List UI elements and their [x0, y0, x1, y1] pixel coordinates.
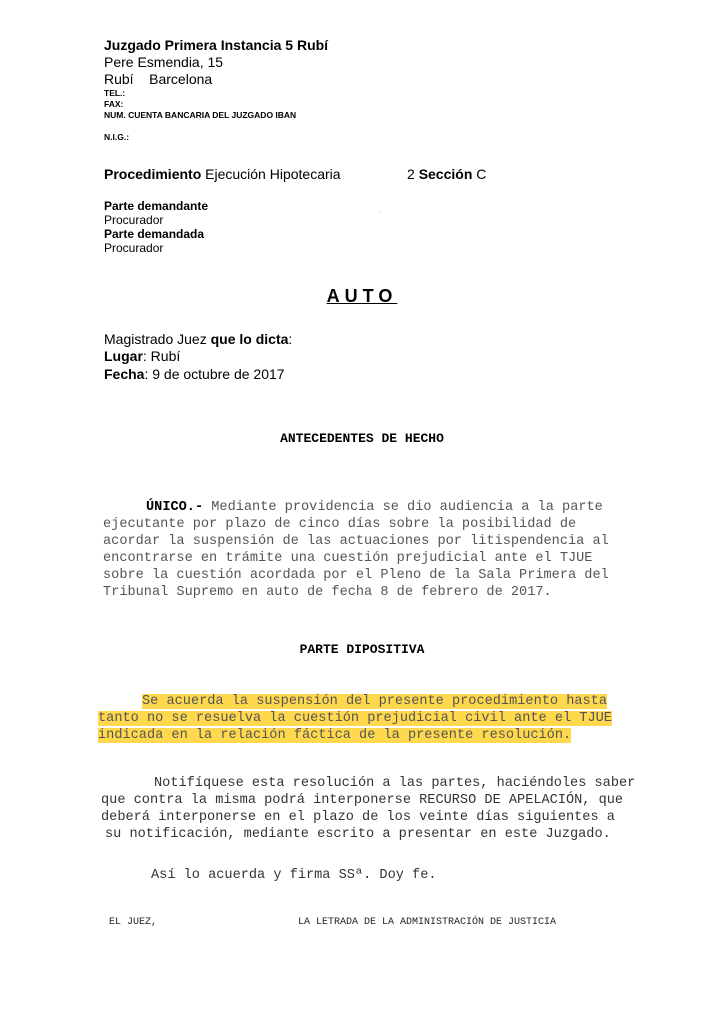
- judge-suffix: :: [288, 331, 293, 347]
- section-label: Sección: [418, 166, 473, 182]
- defendant-label: Parte demandada: [104, 227, 205, 241]
- place-label: Lugar: [104, 348, 143, 364]
- dispositiva-line-2: [98, 710, 612, 727]
- court-name: Juzgado Primera Instancia 5 Rubí: [104, 37, 329, 53]
- antecedentes-line-1: [146, 499, 603, 516]
- highlighted-text: Se acuerda la suspensión del presente procedimiento hasta: [142, 694, 607, 709]
- antecedentes-title: ANTECEDENTES DE HECHO: [280, 431, 444, 446]
- tel-label: TEL.:: [104, 88, 126, 98]
- procedure-label: Procedimiento: [104, 166, 202, 182]
- court-street: Pere Esmendia, 15: [104, 54, 224, 70]
- nig-label: N.I.G.:: [104, 132, 130, 142]
- judge-bold: que lo dicta: [210, 331, 289, 347]
- notificacion-line-2: que contra la misma podrá interponerse RECURSO DE APELACIÓN, que: [101, 793, 624, 808]
- antecedentes-lead: ÚNICO.-: [146, 500, 204, 515]
- procedure-type: Ejecución Hipotecaria: [205, 166, 341, 182]
- judge-prefix: Magistrado Juez: [104, 331, 211, 347]
- antecedentes-line-3: acordar la suspensión de las actuaciones por litispendencia al: [103, 534, 609, 549]
- antecedentes-line-5: sobre la cuestión acordada por el Pleno de la Sala Primera del: [103, 568, 609, 583]
- date-value: : 9 de octubre de 2017: [144, 366, 285, 382]
- notificacion-line-1: Notifíquese esta resolución a las partes, haciéndoles saber: [154, 776, 636, 791]
- judge-line: [104, 331, 292, 347]
- judge-signature-label: EL JUEZ,: [109, 917, 158, 928]
- place-value: : Rubí: [142, 348, 181, 364]
- highlighted-text: indicada en la relación fáctica de la presente resolución.: [98, 728, 572, 743]
- clerk-signature-label: LA LETRADA DE LA ADMINISTRACIÓN DE JUSTICIA: [298, 917, 557, 928]
- fax-label: FAX:: [104, 99, 124, 109]
- document-title: AUTO: [326, 286, 398, 306]
- date-label: Fecha: [104, 366, 145, 382]
- plaintiff-procurador: Procurador: [104, 213, 164, 227]
- plaintiff-label: Parte demandante: [104, 199, 209, 213]
- procedure-line: [104, 166, 341, 182]
- dispositiva-title: PARTE DIPOSITIVA: [299, 642, 425, 657]
- place-line: [104, 348, 180, 364]
- antecedentes-line-1-text: Mediante providencia se dio audiencia a la parte: [203, 500, 603, 515]
- court-city: Rubí: [104, 71, 134, 87]
- antecedentes-line-4: encontrarse en trámite una cuestión prejudicial ante el TJUE: [103, 551, 593, 566]
- notificacion-line-4: su notificación, mediante escrito a presentar en este Juzgado.: [105, 827, 611, 842]
- highlighted-text: tanto no se resuelva la cuestión prejudicial civil ante el TJUE: [98, 711, 612, 726]
- defendant-procurador: Procurador: [104, 241, 164, 255]
- antecedentes-line-6: Tribunal Supremo en auto de fecha 8 de febrero de 2017.: [103, 585, 552, 600]
- closing-line: Así lo acuerda y firma SSª. Doy fe.: [151, 868, 437, 883]
- dispositiva-line-3: [98, 727, 571, 744]
- court-province: Barcelona: [149, 71, 213, 87]
- notificacion-line-3: deberá interponerse en el plazo de los veinte días siguientes a: [101, 810, 615, 825]
- court-city-line: [104, 71, 212, 87]
- antecedentes-line-2: ejecutante por plazo de cinco días sobre la posibilidad de: [103, 517, 577, 532]
- iban-label: NUM. CUENTA BANCARIA DEL JUZGADO IBAN: [104, 110, 297, 120]
- faint-dot: .: [378, 204, 381, 214]
- procedure-number: 2: [407, 166, 415, 182]
- procedure-number-line: [407, 166, 486, 182]
- date-line: [104, 366, 285, 382]
- section-value: C: [476, 166, 487, 182]
- dispositiva-line-1: [142, 693, 607, 710]
